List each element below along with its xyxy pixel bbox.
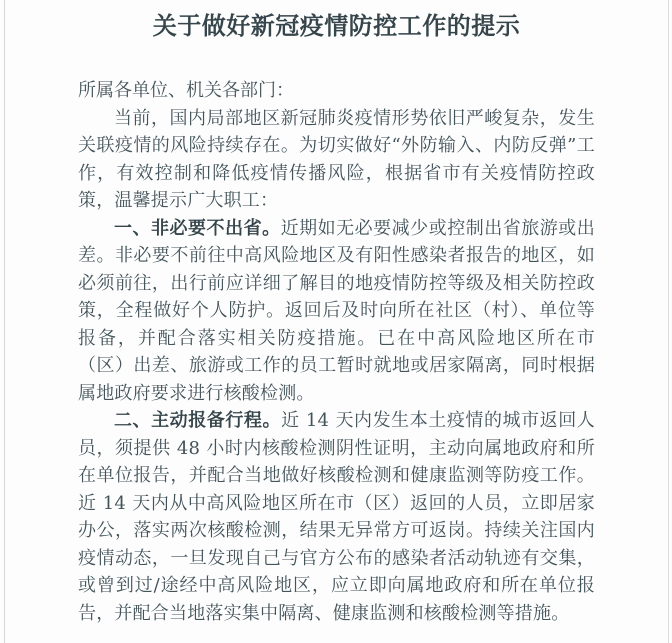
paragraph-rule-two: [78, 407, 595, 627]
document-title: 关于做好新冠疫情防控工作的提示: [152, 12, 521, 40]
scan-edge-right: [668, 0, 669, 643]
paragraph-intro: [78, 105, 595, 215]
paragraph-text: 近期如无必要减少或控制出省旅游或出差。非必要不前往中高风险地区及有阳性感染者报告的地区，如必须前往，出行前应详细了解目的地疫情防控等级及相关防控政策，全程做好个人防护。返回后及时向所在社区（村）、单位等报备，并配合落实相关防疫措施。已在中高风险地区所在市（区）出差、旅游或工作的员工暂时就地或居家隔离，同时根据属地政府要求进行核酸检测。: [78, 217, 595, 404]
paragraph-text: 当前，国内局部地区新冠肺炎疫情形势依旧严峻复杂，发生关联疫情的风险持续存在。为切实做好“外防输入、内防反弹”工作，有效控制和降低疫情传播风险，根据省市有关疫情防控政策，温馨提示广大职工：: [78, 107, 595, 211]
document-content: [78, 0, 595, 627]
paragraph-lead: 二、主动报备行程。: [114, 410, 282, 431]
paragraph-lead: 一、非必要不出省。: [114, 217, 281, 239]
scan-edge-left: [4, 0, 5, 643]
paragraph-text: 近 14 天内发生本土疫情的城市返回人员，须提供 48 小时内核酸检测阴性证明，主动向属地政府和所在单位报告，并配合当地做好核酸检测和健康监测等防疫工作。近 14 天内从中高风险地区所在市（区）返回的人员，立即居家办公，落实两次核酸检测，结果无异常方可返岗。持续关注国内疫情动态，一旦发现自己与官方公布的感染者活动轨迹有交集，或曾到过/途经中高风险地区，应立即向属地政府和所在单位报告，并配合当地落实集中隔离、健康监测和核酸检测等措施。: [78, 410, 595, 624]
paragraph-rule-one: [78, 215, 595, 408]
salutation-line: 所属各单位、机关各部门：: [78, 80, 294, 101]
